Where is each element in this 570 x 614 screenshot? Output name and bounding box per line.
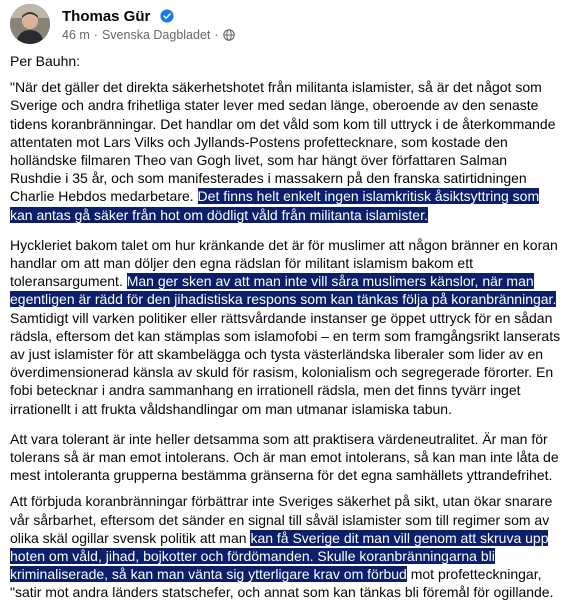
- avatar[interactable]: [10, 4, 50, 44]
- paragraph-1-text: "När det gäller det direkta säkerhetshotet från militanta islamister, så är det något som Sverige och andra frihetliga stater lever med sedan länge, oberoende av den senaste tidens koranbränningar. Det handlar om det våld som kom till uttryck i de återkommande attentaten mot Lars Vilks och Jyllands-Postens profettecknare, som kostade den holländske filmaren Theo van Gogh livet, som har hängt över författaren Salman Rushdie i 35 år, och som manifesterades i massakern på den franska satirtidningen Charlie Hebdos medarbetare.: [10, 79, 556, 205]
- post-source: Svenska Dagbladet: [101, 28, 211, 42]
- paragraph-1: [10, 78, 562, 224]
- greeting-text: Per Bauhn:: [10, 53, 81, 69]
- paragraph-2-text-b: Samtidigt vill varken politiker eller rättsvårdande instanser ge öppet uttryck för en sådan rädsla, eftersom det kan stämplas som islamofobi – en term som framgångsrikt lanserats av just islamister för att skambelägga och tysta västerländska liberaler som lider av en överdimensionerad känsla av skuld för rasism, kolonialism och segregerade förorter. En fobi betecknar i andra sammanhang en irrationell rädsla, men det finns tyvärr inget irrationellt i att frukta våldshandlingar om man utmanar islamiska tabun.: [10, 309, 561, 417]
- paragraph-2: [10, 236, 562, 418]
- author-name[interactable]: Thomas Gür: [62, 8, 151, 25]
- avatar-photo: [10, 4, 50, 44]
- post-timestamp[interactable]: 46 m: [62, 28, 90, 42]
- meta-separator-2: ·: [214, 28, 219, 42]
- verified-badge-icon: [160, 9, 174, 23]
- paragraph-3: [10, 430, 562, 485]
- paragraph-2-text-a: Hyckleriet bakom talet om hur kränkande det är för muslimer att någon bränner en koran handlar om att man döljer den egna rädslan för militant islamism bakom ett toleransargument.: [10, 236, 558, 290]
- paragraph-4-text-a: Att förbjuda koranbränningar förbättrar inte Sveriges säkerhet på sikt, utan ökar snarare vår sårbarhet, eftersom det sänder en signal till såväl islamister som till regimer som av olika skäl ogillar svensk politik att man: [10, 493, 553, 546]
- post-header: [10, 4, 560, 44]
- meta-separator: ·: [93, 28, 98, 42]
- highlighted-text-3: kan få Sverige dit man vill genom att skruva upp hoten om våld, jihad, bojkotter och fördömanden. Skulle koranbränningarna bli kriminaliserade, så kan man vänta sig ytterligare krav om förbud: [10, 529, 549, 583]
- highlighted-text-1: Det finns helt enkelt ingen islamkritisk åsiktsyttring som kan antas gå säker från hot om dödligt våld från militanta islamister.: [10, 188, 540, 223]
- highlighted-text-2: Man ger sken av att man inte vill såra muslimers känslor, när man egentligen är rädd för den jihadistiska respons som kan tänkas följa på koranbränningar.: [10, 273, 557, 308]
- paragraph-3-text: Att vara tolerant är inte heller detsamma som att praktisera värdeneutralitet. Är man för tolerans så är man emot intolerans. Och är man emot intolerans, så kan man inte låta de mest intoleranta grupperna bestämma gränserna för det egna samhällets yttrandefrihet.: [10, 430, 559, 484]
- post-meta: [62, 28, 235, 42]
- post-body: [10, 52, 562, 614]
- paragraph-4-text-b: mot profetteckningar, "satir mot andra länders statschefer, och annat som kan tänkas bli föremål för ogillande.: [10, 566, 554, 601]
- globe-icon[interactable]: [223, 29, 235, 41]
- greeting-line: [10, 52, 562, 70]
- paragraph-4: [10, 492, 562, 601]
